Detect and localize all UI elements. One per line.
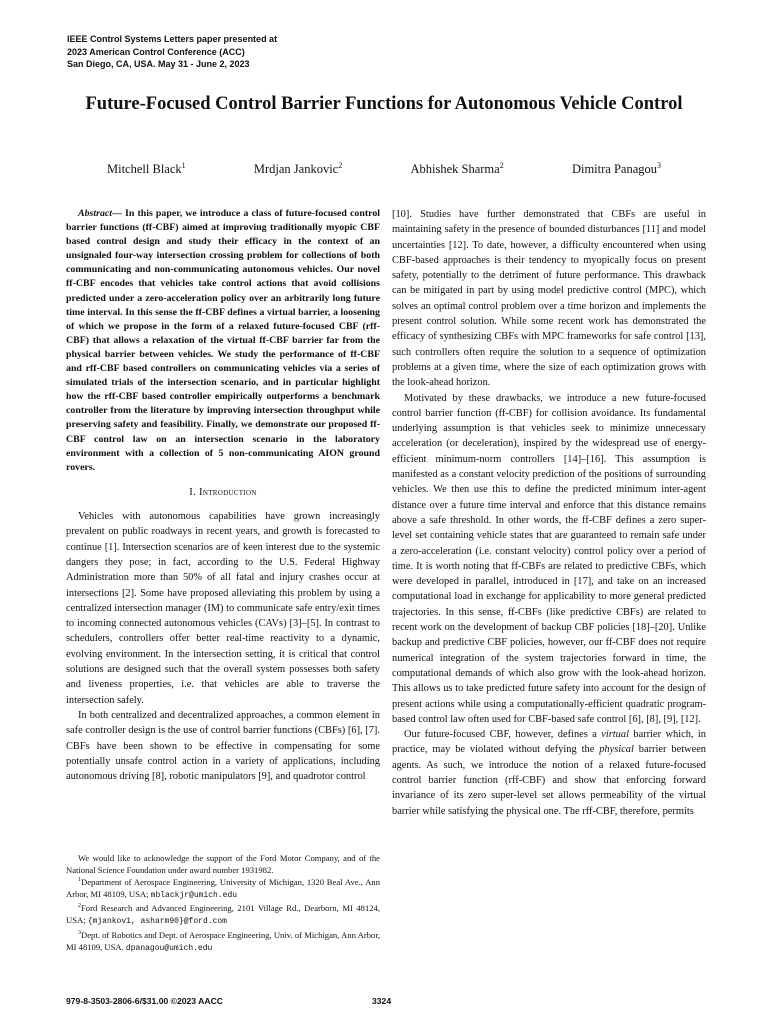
footnotes (66, 852, 380, 955)
email-link-3[interactable]: dpanagou@umich.edu (125, 943, 213, 953)
footnote-2: $^2$Ford Research and Advanced Engineering, 2101 Village Rd., Dearborn, MI 48124, USA; {mjankov1, asharm90}@ford.com (66, 903, 380, 927)
venue-line-1: IEEE Control Systems Letters paper presented at (67, 34, 278, 44)
intro-paragraph-1: Vehicles with autonomous capabilities have grown increasingly prevalent on public roadways in recent years, and growth is forecasted to continue [1]. Intersection scenarios are of keen interest due to the systemic dangers they pose; in fact, according to the U.S. Federal Highway Administration more than 50% of all fatal and injury crashes occur at intersections [2]. Some have proposed alleviating this problem by using a centralized intersection manager (IM) to communicate safe entry/exit times to incoming connected autonomous vehicles (CAVs) [3]–[5]. In contrast to schedulers, controllers offer better real-time reactivity to a dynamic, evolving environment. In the intersection setting, it is critical that control solutions are designed such that the overall system possesses both safety and liveness properties, i.e. that vehicles are able to traverse the intersection safely. (66, 511, 380, 706)
venue-line-2: 2023 American Control Conference (ACC) (67, 46, 245, 57)
section-heading-introduction: I. Introduction (189, 486, 257, 498)
footnote-3: $^3$Dept. of Robotics and Dept. of Aerospace Engineering, Univ. of Michigan, Ann Arbor, MI 48109, USA. dpanagou@umich.edu (66, 929, 380, 953)
acknowledgment: We would like to acknowledge the support of the Ford Motor Company, and of the National Science Foundation under award number 1931982. (66, 853, 380, 876)
body-paragraph-1: [10]. Studies have further demonstrated that CBFs are useful in maintaining safety in the presence of bounded disturbances [11] and model uncertainties [12]. To date, however, a difficulty encountered when using CBF-based approaches is their tendency to myopically focus on present safety, potentially to the detriment of future performance. This drawback can be mitigated in part by using model predictive control (MPC), which solves an optimal control problem over a time horizon and implements the present control solution. While some recent work has demonstrated the efficacy of synthesizing CBFs with MPC frameworks for safe control [13], such controllers often require the solution to a sequence of optimization problems at a given time, where the size of each optimization grows with the look-ahead horizon. (392, 209, 706, 389)
body-paragraph-3: Our future-focused CBF, however, defines a virtual barrier which, in practice, may be violated without defying the physical barrier between agents. As such, we introduce the notion of a relaxed future-focused control barrier function (rff-CBF) and show that enforcing forward invariance of its zero super-level set allows permeability of the virtual barrier while satisfying the physical one. The rff-CBF, therefore, permits (392, 729, 707, 817)
page-number: 3324 (372, 996, 392, 1006)
copyright-footer: 979-8-3503-2806-6/$31.00 ©2023 AACC (66, 996, 223, 1006)
intro-paragraph-2: In both centralized and decentralized approaches, a common element in safe controller design is the use of control barrier functions (CBFs) [6], [7]. CBFs have been shown to be effective in compensating for some potentially unsafe control action in a variety of applications, including autonomous driving [8], robotic manipulators [9], and quadrotor control (66, 709, 380, 783)
email-link-2[interactable]: {mjankov1, asharm90}@ford.com (87, 917, 227, 927)
right-column (392, 207, 706, 819)
venue-note (67, 33, 467, 71)
left-column (66, 207, 380, 784)
author-list (60, 162, 708, 177)
abstract: Abstract— In this paper, we introduce a class of future-focused control barrier functions (ff-CBF) aimed at improving traditionally myopic CBF based control design and study their efficacy in the context of an unsignaled four-way intersection crossing problem for collections of both communicating and non-communicating autonomous vehicles. Our novel ff-CBF encodes that vehicles take control actions that avoid collisions predicted under a zero-acceleration policy over an arbitrarily long future time interval. In this sense the ff-CBF defines a virtual barrier, a loosening of which we propose in the form of a relaxed future-focused CBF (rff-CBF) that allows a relaxation of the virtual ff-CBF barrier far from the physical barrier between vehicles. We study the performance of ff-CBF and rff-CBF based controllers on communicating vehicles via a series of simulated trials of the intersection scenario, and in particular highlight how the rff-CBF based controller empirically outperforms a benchmark controller from the literature by improving intersection throughput while preserving safety and feasibility. Finally, we demonstrate our proposed ff-CBF control law on an intersection scenario in the laboratory environment with a collection of 5 non-communicating AION ground rovers. (66, 208, 380, 473)
footnote-1: $^1$Department of Aerospace Engineering, University of Michigan, 1320 Beal Ave., Ann Arbor, MI 48109, USA; mblackjr@umich.edu (66, 877, 380, 901)
author-1: Mitchell Black$^1$ (107, 160, 186, 176)
author-2: Mrdjan Jankovic$^2$ (253, 160, 343, 176)
author-4: Dimitra Panagou$^3$ (571, 160, 661, 176)
body-paragraph-2: Motivated by these drawbacks, we introduce a new future-focused control barrier function (ff-CBF) for collision avoidance. Its fundamental underlying assumption is that vehicles seek to minimize unnecessary acceleration (or deceleration), inspired by the widespread use of energy-efficient minimum-norm controllers [14]–[16]. This assumption is manifested as a constant velocity prediction of the positions of surrounding vehicles. We then use this to define the predicted minimum inter-agent distance over a future time interval and enforce that this distance remains above a safe threshold. In other words, the ff-CBF defines a zero super-level set containing vehicle states that are guaranteed to remain safe under a zero-acceleration (i.e. constant velocity) control policy over a period of time. It is worth noting that ff-CBFs are related to predictive CBFs, which were developed in parallel, introduced in [17], and take on an increased computational load in exchange for applicability to more general predicted trajectories. In this sense, ff-CBFs (like predictive CBFs) are related to recent work on the development of backup CBF policies [18]–[20]. Unlike backup and predictive CBF policies, however, our ff-CBF does not require numerical integration of the system trajectories forward in time, the computational demands of which also grow with the look-ahead horizon. This allows us to take predicted future safety into account for the design of present actions while using a computationally-efficient quadratic program-based control law often used for CBF-based safe control [6], [8], [9], [12]. (392, 392, 706, 725)
email-link-1[interactable]: mblackjr@umich.edu (150, 891, 238, 901)
paper-title: Future-Focused Control Barrier Functions for Autonomous Vehicle Control (85, 94, 683, 114)
venue-line-3: San Diego, CA, USA. May 31 - June 2, 2023 (67, 59, 250, 69)
author-3: Abhishek Sharma$^2$ (410, 160, 504, 176)
